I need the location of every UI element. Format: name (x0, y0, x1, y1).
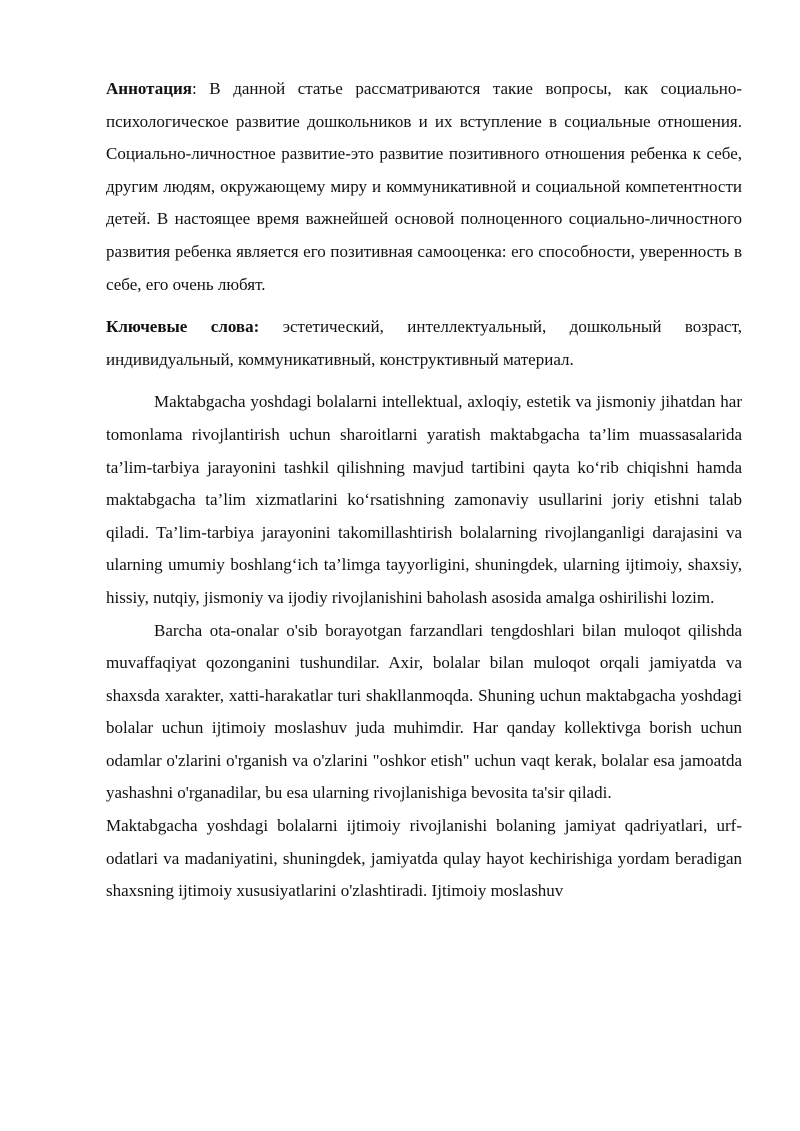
abstract-paragraph (106, 73, 742, 301)
body-paragraph-1: Maktabgacha yoshdagi bolalarni intellektual, axloqiy, estetik va jismoniy jihatdan har tomonlama rivojlantirish uchun sharoitlarni yaratish maktabgacha ta’lim muassasalarida ta’lim-tarbiya jarayonini tashkil qilishning mavjud tartibini qayta koʻrib chiqishni hamda maktabgacha ta’lim xizmatlarini koʻrsatishning zamonaviy usullarini joriy etishni talab qiladi. Ta’lim-tarbiya jarayonini takomillashtirish bolalarning rivojlanganligi darajasini va ularning umumiy boshlangʻich ta’limga tayyorligini, shuningdek, ularning ijtimoiy, shaxsiy, hissiy, nutqiy, jismoniy va ijodiy rivojlanishini baholash asosida amalga oshirilishi lozim. (106, 392, 742, 607)
body-paragraph-3: Maktabgacha yoshdagi bolalarni ijtimoiy rivojlanishi bolaning jamiyat qadriyatlari, urf-odatlari va madaniyatini, shuningdek, jamiyatda qulay hayot kechirishiga yordam beradigan shaxsning ijtimoiy xususiyatlarini o'zlashtiradi. Ijtimoiy moslashuv (106, 816, 742, 901)
body-paragraph-2: Barcha ota-onalar o'sib borayotgan farzandlari tengdoshlari bilan muloqot qilishda muvaffaqiyat qozonganini tushundilar. Axir, bolalar bilan muloqot orqali jamiyatda va shaxsda xarakter, xatti-harakatlar turi shakllanmoqda. Shuning uchun maktabgacha yoshdagi bolalar uchun ijtimoiy moslashuv juda muhimdir. Har qanday kollektivga borish uchun odamlar o'zlarini o'rganish va o'zlarini "oshkor etish" uchun vaqt kerak, bolalar esa jamoatda yashashni o'rganadilar, bu esa ularning rivojlanishiga bevosita ta'sir qiladi. (106, 620, 742, 803)
abstract-label: Аннотация (106, 79, 192, 98)
keywords-paragraph (106, 311, 742, 376)
keywords-text: эстетический, интеллектуальный, дошкольный возраст, индивидуальный, коммуникативный, конструктивный материал. (106, 317, 742, 369)
keywords-label: Ключевые слова: (106, 317, 260, 337)
abstract-text: : В данной статье рассматриваются такие вопросы, как социально-психологическое развитие дошкольников и их вступление в социальные отношения. Социально-личностное развитие-это развитие позитивного отношения ребенка к себе, другим людям, окружающему миру и коммуникативной и социальной компетентности детей. В настоящее время важнейшей основой полноценного социально-личностного развития ребенка является его позитивная самооценка: его способности, уверенность в себе, его очень любят. (106, 79, 742, 294)
